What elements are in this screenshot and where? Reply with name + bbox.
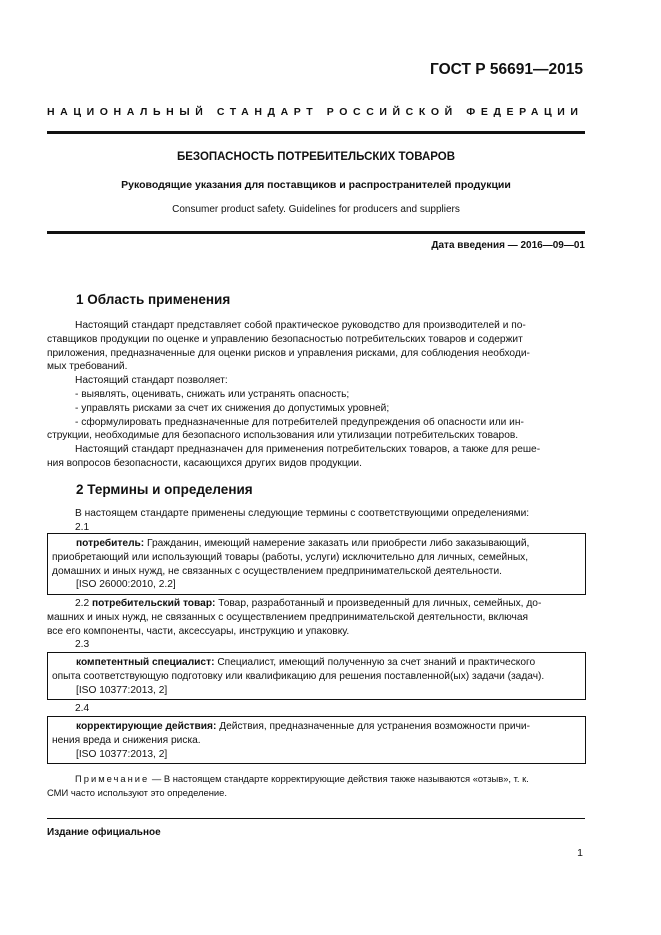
- term-box-consumer: [47, 533, 586, 595]
- term-line: [52, 720, 581, 734]
- term-name: компетентный специалист:: [76, 657, 215, 668]
- page-number: 1: [577, 847, 583, 859]
- footer-rule: [47, 818, 585, 819]
- term-number: 2.1: [75, 521, 90, 533]
- text-line: Настоящий стандарт представляет собой практическое руководство для производителей и по-: [75, 320, 526, 331]
- term-definition: нения вреда и снижения риска.: [52, 734, 201, 746]
- term-line: [52, 656, 581, 670]
- text-line: ния вопросов безопасности, касающихся других видов продукции.: [47, 457, 362, 469]
- text-line: струкции, необходимые для безопасного использования или утилизации потребительских товаров.: [47, 430, 519, 442]
- text-line: Настоящий стандарт позволяет:: [75, 375, 228, 387]
- text-line: В настоящем стандарте применены следующие термины с соответствующими определениями:: [75, 508, 530, 519]
- title-rule: [47, 231, 585, 234]
- term-definition: приобретающий или использующий товары (работы, услуги) исключительно для личных, семейных,: [52, 551, 529, 563]
- note: [47, 772, 585, 800]
- term-number: 2.2: [75, 598, 90, 609]
- document-code: ГОСТ Р 56691—2015: [430, 61, 583, 78]
- term-name: потребительский товар:: [92, 598, 216, 609]
- publication-label: Издание официальное: [47, 827, 161, 838]
- national-standard-banner: НАЦИОНАЛЬНЫЙ СТАНДАРТ РОССИЙСКОЙ ФЕДЕРАЦИИ: [47, 106, 584, 118]
- term-definition: все его компоненты, части, аксессуары, инструкцию и упаковку.: [47, 625, 350, 637]
- term-definition: домашних и иных нужд, не связанных с осуществлением предпринимательской деятельности.: [52, 565, 502, 577]
- term-name: корректирующие действия:: [76, 721, 217, 732]
- list-item: - управлять рисками за счет их снижения до допустимых уровней;: [75, 402, 390, 414]
- term-definition: опыта соответствующую подготовку или квалификацию для решения поставленной(ых) задачи (задач).: [52, 670, 545, 682]
- section-1-heading: 1 Область применения: [76, 292, 231, 307]
- effective-date: Дата введения — 2016—09—01: [431, 240, 585, 251]
- note-text: — В настоящем стандарте корректирующие действия также называются «отзыв», т. к.: [149, 773, 529, 784]
- text-line: ставщиков продукции по оценке и управлению безопасностью потребительских товаров и содержит: [47, 333, 523, 345]
- term-definition: машних и иных нужд, не связанных с осуществлением предпринимательской деятельности, включая: [47, 611, 529, 623]
- term-2-2: [47, 597, 585, 652]
- term-definition: Товар, разработанный и произведенный для личных, семейных, до-: [215, 598, 542, 609]
- note-text: СМИ часто используют это определение.: [47, 787, 227, 798]
- term-line: [52, 537, 581, 551]
- list-item: - выявлять, оценивать, снижать или устранять опасность;: [75, 388, 350, 400]
- document-title: БЕЗОПАСНОСТЬ ПОТРЕБИТЕЛЬСКИХ ТОВАРОВ: [176, 151, 456, 163]
- term-box-corrective-actions: [47, 716, 586, 764]
- note-line: [47, 772, 585, 786]
- term-source: [ISO 26000:2010, 2.2]: [76, 579, 176, 591]
- term-definition: Гражданин, имеющий намерение заказать или приобрести либо заказывающий,: [144, 538, 530, 549]
- term-2-4-number: [47, 702, 585, 716]
- note-label: Примечание: [75, 773, 150, 784]
- term-number: 2.3: [75, 639, 90, 651]
- section-2-intro: [47, 507, 585, 535]
- document-subtitle: Руководящие указания для поставщиков и распространителей продукции: [121, 179, 511, 191]
- term-box-competent-specialist: [47, 652, 586, 700]
- term-name: потребитель:: [76, 538, 145, 549]
- term-number: 2.4: [75, 703, 90, 714]
- term-definition: Действия, предназначенные для устранения возможности причи-: [216, 721, 531, 732]
- section-1-body: [47, 319, 585, 471]
- term-source: [ISO 10377:2013, 2]: [76, 684, 168, 696]
- list-item: - сформулировать предназначенные для потребителей предупреждения об опасности или ин-: [75, 416, 524, 428]
- term-source: [ISO 10377:2013, 2]: [76, 748, 168, 760]
- header-rule: [47, 131, 585, 134]
- text-line: Настоящий стандарт предназначен для применения потребительских товаров, а также для реше-: [75, 444, 541, 456]
- english-title: Consumer product safety. Guidelines for producers and suppliers: [172, 204, 460, 215]
- term-line: [47, 597, 585, 611]
- text-line: мых требований.: [47, 361, 128, 373]
- term-definition: Специалист, имеющий полученную за счет знаний и практического: [214, 657, 536, 668]
- section-2-heading: 2 Термины и определения: [76, 482, 253, 497]
- text-line: приложения, предназначенные для оценки рисков и управления рисками, для соблюдения необходи-: [47, 347, 530, 359]
